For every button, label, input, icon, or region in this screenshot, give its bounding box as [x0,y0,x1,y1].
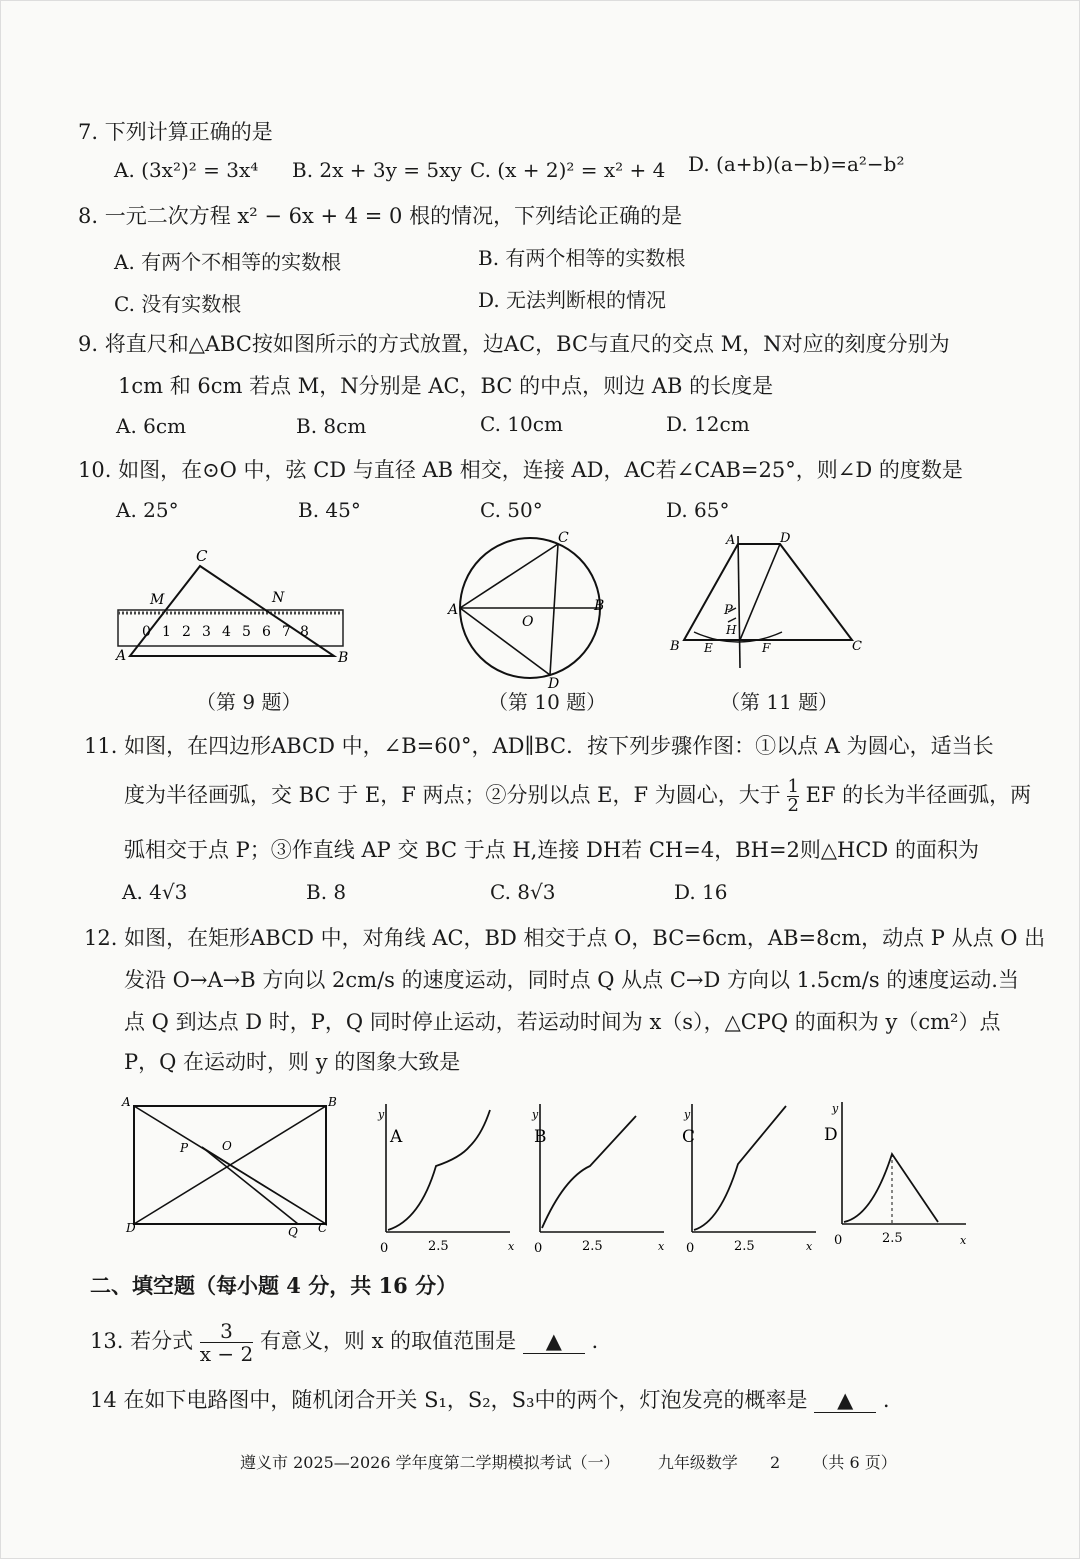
label-c: C [318,1221,328,1235]
label-d: D [780,531,791,546]
q11-line2-post: EF 的长为半径画弧，两 [805,783,1032,807]
triangle-abc [130,566,334,656]
label-d: D [126,1221,136,1235]
ruler-num-6: 6 [262,624,271,640]
label-h: H [726,623,737,637]
y-label: y [532,1108,539,1121]
x-label: x [960,1234,967,1247]
line-ap [738,536,740,668]
ruler-num-8: 8 [300,624,309,640]
x-label: x [806,1240,813,1253]
graph-letter-c: C [682,1127,696,1147]
graph-option-b [524,1098,674,1256]
label-c: C [196,547,208,565]
ruler-num-0: 0 [142,624,151,640]
segment-pq [202,1147,298,1224]
q7-option-a: A. (3x²)² = 3x⁴ [114,158,259,182]
q9-option-b: B. 8cm [296,414,367,438]
q7-option-d: D. (a+b)(a−b)=a²−b² [688,152,905,176]
q11-stem-line1: 11. 如图，在四边形ABCD 中，∠B=60°，AD∥BC．按下列步骤作图：①以点 A 为圆心，适当长 [84,734,994,758]
graph-option-d [826,1098,976,1256]
tick-label: 2.5 [428,1239,449,1254]
q11-frac-num: 1 [787,776,799,797]
label-p: P [724,603,733,618]
ruler-num-5: 5 [242,624,251,640]
q8-option-a: A. 有两个不相等的实数根 [114,250,342,274]
figure-q9-triangle-ruler [108,540,358,670]
label-p: P [180,1141,189,1155]
q13-answer-blank[interactable]: ▲ [523,1329,585,1354]
caption-q11: （第 11 题） [720,690,839,714]
q14-answer-blank[interactable]: ▲ [814,1388,876,1413]
q13-fraction [200,1320,253,1365]
graph-letter-d: D [824,1125,838,1145]
q9-stem-line2: 1cm 和 6cm 若点 M，N分别是 AC，BC 的中点，则边 AB 的长度是 [118,374,774,398]
ruler-num-3: 3 [202,624,211,640]
q14-end: . [882,1388,890,1412]
graph-option-c [676,1098,826,1256]
label-f: F [762,641,771,655]
q13-post: 有意义，则 x 的取值范围是 [259,1329,517,1353]
q11-option-b: B. 8 [306,880,347,904]
q9-option-d: D. 12cm [666,412,750,436]
label-n: N [272,590,285,606]
footer-page-number: 2 [770,1453,781,1472]
figure-q11-trapezoid [668,528,868,668]
curve-a [388,1110,490,1230]
q8-option-d: D. 无法判断根的情况 [478,288,667,312]
label-e: E [704,641,713,655]
q10-stem: 10. 如图，在⊙O 中，弦 CD 与直径 AB 相交，连接 AD，AC若∠CAB=25°，则∠D 的度数是 [78,458,963,482]
segment-dh [740,544,780,640]
ruler-num-7: 7 [282,624,291,640]
label-b: B [328,1095,337,1109]
origin-label: 0 [380,1241,389,1256]
q11-stem-line2 [124,778,1031,815]
label-c: C [852,639,862,654]
segment-ad [460,608,550,675]
q8-stem: 8. 一元二次方程 x² − 6x + 4 = 0 根的情况，下列结论正确的是 [78,204,683,228]
q10-option-c: C. 50° [480,498,543,522]
footer [240,1450,897,1473]
q13 [90,1320,598,1365]
q11-option-a: A. 4√3 [122,880,188,904]
y-label: y [684,1108,691,1121]
origin-label: 0 [686,1241,695,1256]
label-d: D [548,676,560,692]
y-label: y [832,1102,839,1115]
label-a: A [116,648,127,664]
q8-option-b: B. 有两个相等的实数根 [478,246,686,270]
q11-frac-den: 2 [787,795,799,816]
label-q: Q [288,1225,298,1239]
curve-d [844,1154,938,1222]
q12-stem-line2: 发沿 O→A→B 方向以 2cm/s 的速度运动，同时点 Q 从点 C→D 方向以 1.5cm/s 的速度运动.当 [124,968,1019,992]
q11-option-d: D. 16 [674,880,728,904]
footer-subject: 九年级数学 [657,1453,738,1472]
label-o: O [522,614,534,630]
q13-frac-num: 3 [220,1319,233,1343]
q14 [90,1384,890,1414]
origin-label: 0 [834,1233,843,1248]
q7-stem: 7. 下列计算正确的是 [78,120,273,144]
label-b: B [338,650,349,666]
q8-option-c: C. 没有实数根 [114,292,242,316]
q14-text: 14 在如下电路图中，随机闭合开关 S₁，S₂，S₃中的两个，灯泡发亮的概率是 [90,1388,808,1412]
caption-q10: （第 10 题） [488,690,607,714]
q13-frac-den: x − 2 [199,1342,254,1366]
graph-letter-a: A [390,1127,403,1147]
label-m: M [150,592,165,608]
figure-q10-circle [440,528,620,692]
q9-option-c: C. 10cm [480,412,563,436]
segment-ac [460,544,558,608]
q13-end: . [591,1329,599,1353]
q12-stem-line1: 12. 如图，在矩形ABCD 中，对角线 AC，BD 相交于点 O，BC=6cm，AB=8cm，动点 P 从点 O 出 [84,926,1046,950]
x-label: x [658,1240,665,1253]
q12-stem-line4: P，Q 在运动时，则 y 的图象大致是 [124,1050,461,1074]
quadrilateral-abcd [684,544,852,640]
label-o: O [222,1139,232,1153]
caption-q9: （第 9 题） [196,690,302,714]
q12-stem-line3: 点 Q 到达点 D 时，P，Q 同时停止运动，若运动时间为 x（s），△CPQ 的面积为 y（cm²）点 [124,1010,1001,1034]
segment-pc [202,1147,326,1224]
label-b: B [594,598,605,614]
curve-b [542,1116,636,1228]
tick-label: 2.5 [582,1239,603,1254]
q9-option-a: A. 6cm [116,414,187,438]
ruler-num-2: 2 [182,624,191,640]
x-label: x [508,1240,515,1253]
tick-label: 2.5 [734,1239,755,1254]
graph-letter-b: B [534,1127,547,1147]
label-c: C [558,530,569,546]
q11-option-c: C. 8√3 [490,880,556,904]
q10-option-d: D. 65° [666,498,730,522]
section2-title: 二、填空题（每小题 4 分，共 16 分） [90,1273,458,1298]
q7-option-c: C. (x + 2)² = x² + 4 [470,158,666,182]
q9-stem-line1: 9. 将直尺和△ABC按如图所示的方式放置，边AC，BC与直尺的交点 M，N对应的刻度分别为 [78,332,950,356]
q13-pre: 13. 若分式 [90,1329,194,1353]
footer-exam: 遵义市 2025—2026 学年度第二学期模拟考试（一） [240,1453,620,1472]
ruler-num-4: 4 [222,624,231,640]
figure-q12-rectangle [118,1092,344,1242]
curve-c [694,1106,786,1230]
q7-option-b: B. 2x + 3y = 5xy [292,158,462,182]
q10-option-a: A. 25° [116,498,179,522]
label-a: A [448,602,459,618]
y-label: y [378,1108,385,1121]
q11-stem-line3: 弧相交于点 P；③作直线 AP 交 BC 于点 H,连接 DH若 CH=4，BH=2则△HCD 的面积为 [124,838,979,862]
q11-line2-pre: 度为半径画弧，交 BC 于 E，F 两点；②分别以点 E，F 为圆心，大于 [124,783,781,807]
chord-cd [550,544,558,675]
ruler-num-1: 1 [162,624,171,640]
tick-label: 2.5 [882,1231,903,1246]
graph-option-a [370,1098,520,1256]
q10-option-b: B. 45° [298,498,361,522]
label-a: A [726,533,736,548]
label-b: B [670,639,680,654]
origin-label: 0 [534,1241,543,1256]
q11-fraction [787,778,798,815]
label-a: A [122,1095,131,1109]
ruler-numbers [142,624,309,640]
footer-total-pages: （共 6 页） [812,1453,897,1472]
